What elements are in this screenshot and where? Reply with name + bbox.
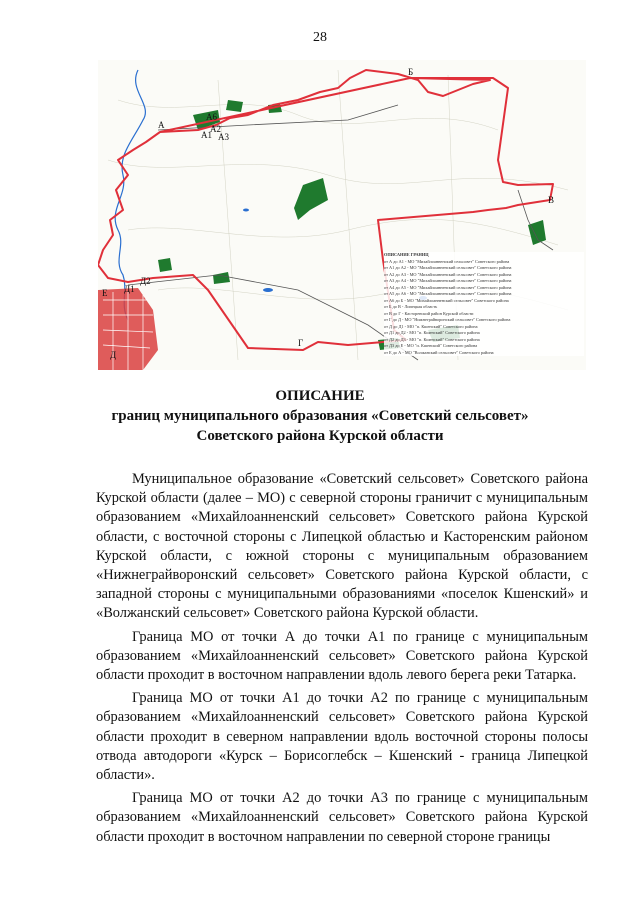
legend-item: от А до А1 - МО "Михайлоанненский сельсовет" Советского района (384, 258, 510, 264)
point-label-g: Г (298, 338, 304, 348)
legend-item: от Б до В - Липецкая область (384, 304, 438, 309)
point-label-b: Б (408, 67, 414, 77)
point-label-a2: А2 (210, 124, 221, 134)
heading-subtitle: границ муниципального образования «Советский сельсовет» (111, 408, 529, 424)
legend-item: от А1 до А2 - МО "Михайлоанненский сельсовет" Советского района (384, 265, 512, 270)
point-label-a: А (158, 120, 165, 130)
legend-item: от А2 до А3 - МО "Михайлоанненский сельсовет" Советского района (384, 271, 512, 277)
legend-item: от В до Г - Касторенский район Курской области (384, 310, 474, 316)
point-label-a3: А3 (218, 132, 229, 142)
boundary-map (98, 60, 586, 370)
document-body (96, 470, 588, 851)
page-number: 28 (313, 30, 327, 45)
legend-item: от Д1 до Д2 - МО "п. Кшенский" Советского района (384, 330, 480, 335)
paragraph: Граница МО от точки А до точки А1 по границе с муниципальным образованием «Михайлоанненский сельсовет» Советского района Курской области проходит в восточном направлении вдоль левого берега реки Татарка. (96, 628, 588, 684)
document-heading (0, 386, 640, 446)
point-label-d1: Д1 (124, 284, 135, 294)
legend-item: от Д до Д1 - МО "п. Кшенский" Советского района (384, 323, 478, 329)
paragraph: Граница МО от точки А1 до точки А2 по границе с муниципальным образованием «Михайлоанненский сельсовет» Советского района Курской области проходит в северном направлении вдоль восточной стороны полосы отвода автодороги «Курск – Борисоглебск – Кшенский - граница Липецкой области». (96, 690, 588, 784)
legend-item: от Д3 до Е - МО "п. Кшенский" Советского района (384, 343, 478, 348)
point-label-e: Е (102, 288, 108, 298)
legend-item: от А6 до Б - МО "Михайлоанненский сельсовет" Советского района (384, 297, 509, 303)
point-label-a1: А1 (201, 130, 212, 140)
paragraph: Муниципальное образование «Советский сельсовет» Советского района Курской области (далее – МО) с северной стороны граничит с муниципальным образованием «Михайлоанненский сельсовет» Советского района Курской области, с восточной стороны с Липецкой областью и Касторенским районом Курской области, с южной стороны с муниципальным образованием «Нижнеграйворонский сельсовет» Советского района Курской области, с западной стороны с муниципальными образованиями «поселок Кшенский» и «Волжанский сельсовет» Советского района Курской области. (96, 471, 588, 622)
point-label-a6: А6 (206, 112, 217, 122)
point-label-d: Д (110, 350, 117, 360)
legend-item: от Е до А - МО "Волжанский сельсовет" Советского района (384, 349, 494, 355)
heading-title: ОПИСАНИЕ (275, 388, 365, 404)
map-legend (384, 252, 584, 356)
heading-region: Советского района Курской области (196, 428, 444, 444)
paragraph: Граница МО от точки А2 до точки А3 по границе с муниципальным образованием «Михайлоанненский сельсовет» Советского района Курской области проходит в восточном направлении по северной стороне границы (96, 790, 588, 845)
legend-item: от Д2 до Д3 - МО "п. Кшенский" Советского района (384, 336, 480, 342)
legend-item: от А3 до А4 - МО "Михайлоанненский сельсовет" Советского района (384, 278, 512, 283)
legend-title: ОПИСАНИЕ ГРАНИЦ (384, 252, 429, 257)
point-label-v: В (548, 195, 555, 205)
legend-item: от Г до Д - МО "Нижнеграйворонский сельсовет" Советского района (384, 317, 511, 322)
point-label-d2: Д2 (140, 276, 151, 286)
legend-item: от А4 до А5 - МО "Михайлоанненский сельсовет" Советского района (384, 284, 512, 290)
legend-item: от А5 до А6 - МО "Михайлоанненский сельсовет" Советского района (384, 291, 512, 296)
